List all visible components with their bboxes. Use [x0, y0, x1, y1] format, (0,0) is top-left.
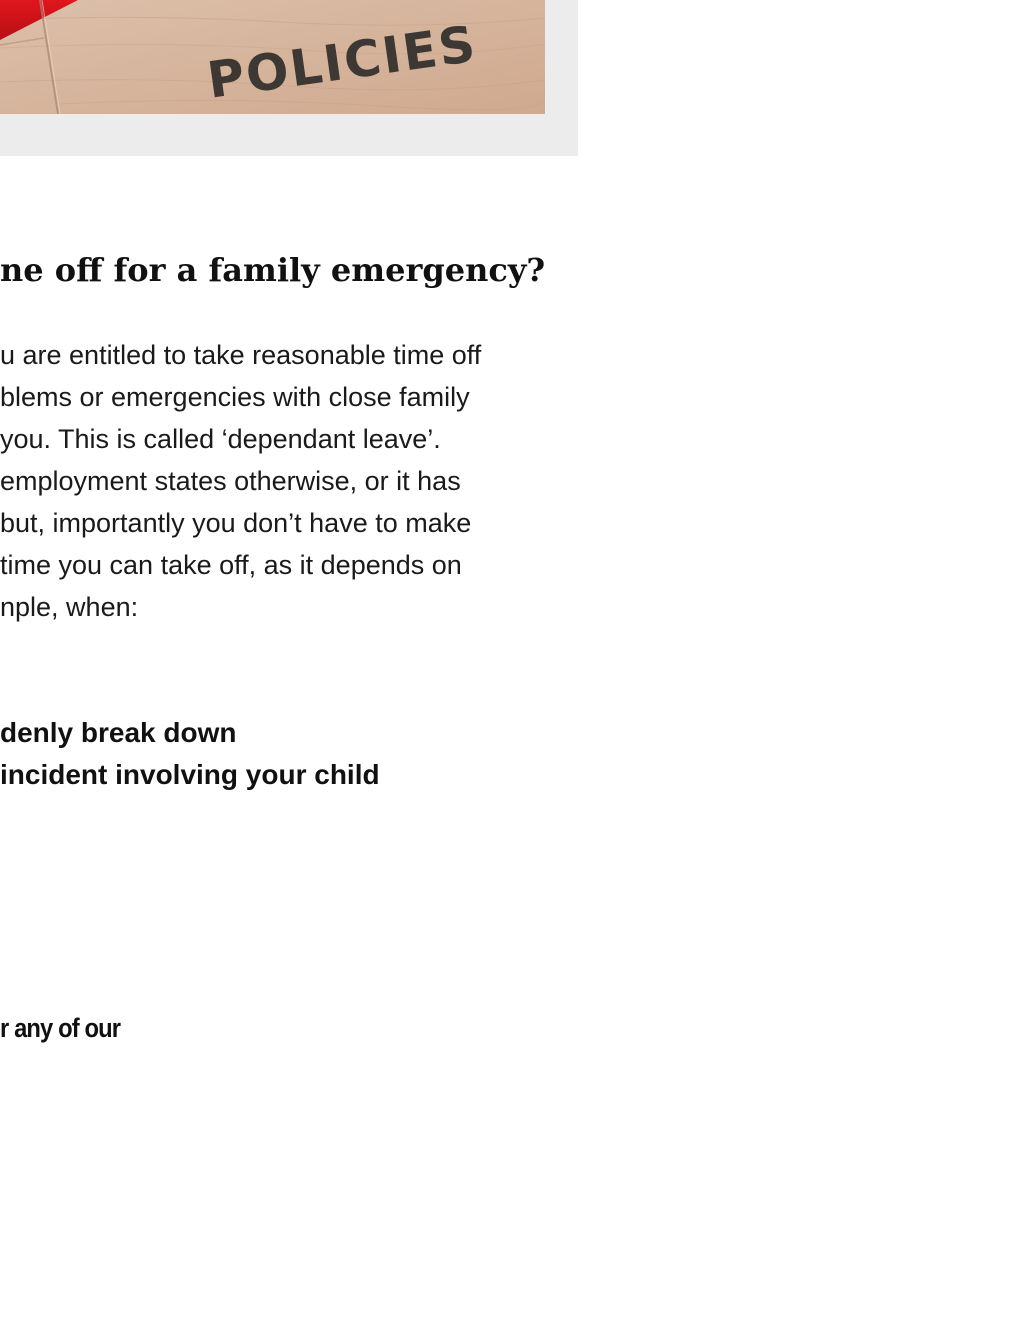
list-item: incident involving your child [0, 759, 380, 790]
section-heading: ne off for a family emergency? [0, 251, 546, 289]
hero-image-word: POLICIES [203, 14, 481, 110]
body-line: blems or emergencies with close family [0, 382, 470, 412]
body-line: employment states otherwise, or it has [0, 466, 461, 496]
cta-text: r any of our [0, 1013, 121, 1043]
emergency-examples-list [0, 712, 560, 796]
hero-image [0, 0, 545, 114]
body-paragraph [0, 334, 560, 628]
body-line: time you can take off, as it depends on [0, 550, 462, 580]
list-item: denly break down [0, 717, 237, 748]
policies-blocks-picture [0, 0, 545, 114]
body-line: but, importantly you don’t have to make [0, 508, 472, 538]
body-line: nple, when: [0, 592, 139, 622]
body-line: u are entitled to take reasonable time off [0, 340, 482, 370]
body-line: you. This is called ‘dependant leave’. [0, 424, 441, 454]
hero-image-frame [0, 0, 578, 156]
